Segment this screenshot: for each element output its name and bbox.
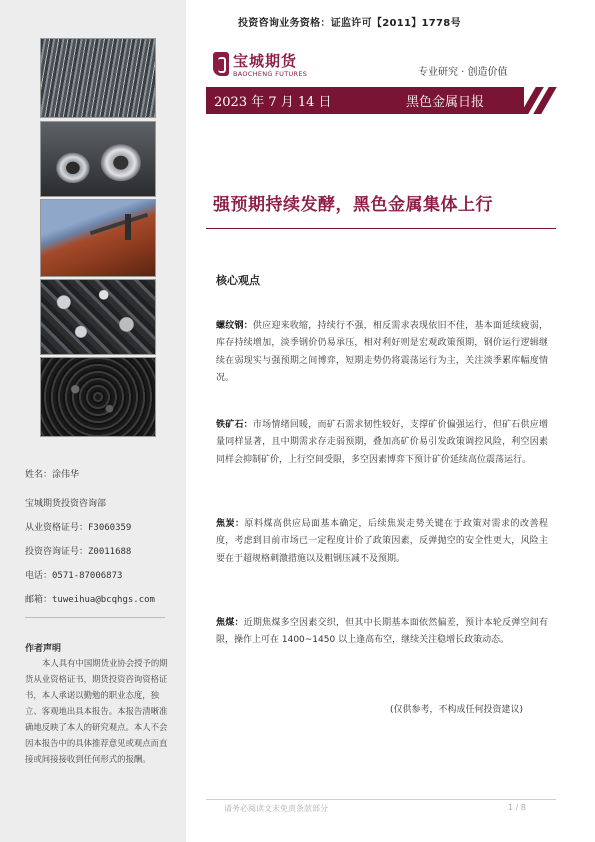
company-name-en: BAOCHENG FUTURES <box>233 70 308 78</box>
analyst-name: 姓名：涂伟华 <box>25 470 80 480</box>
practice-cert: 从业资格证号：F3060359 <box>25 523 132 533</box>
report-headline: 强预期持续发酵，黑色金属集体上行 <box>213 195 493 215</box>
author-statement: 本人具有中国期货业协会授予的期货从业资格证书，期货投资咨询资格证书，本人承诺以勤勉的职业态度，独立、客观地出具本报告。本报告清晰准确地反映了本人的研究观点。本人不会因本报告中的具体推荐意见或观点而直接或间接接收到任何形式的报酬。 <box>25 658 168 764</box>
headline-rule <box>206 228 556 229</box>
statement-title: 作者声明 <box>25 644 62 654</box>
footer-note: 请务必阅读文末免责条款部分 <box>224 804 328 813</box>
report-date: 2023 年 7 月 14 日 <box>214 95 332 110</box>
disclaimer: (仅供参考，不构成任何投资建议) <box>390 705 524 715</box>
analyst-phone: 电话：0571-87006873 <box>25 571 123 581</box>
rebar-photo <box>40 38 156 118</box>
section-rebar: 螺纹钢：供应迎来收缩，持续行不强，相反需求表现依旧不佳，基本面延续疲弱，库存持续增加，淡季钢价仍易承压，相对利好则是宏观政策预期，钢价运行逻辑继续在弱现实与强预期之间博弈，短期走势仍将震荡运行为主，关注淡季累库幅度情况。 <box>216 321 548 384</box>
license-line: 投资咨询业务资格：证监许可【2011】1778号 <box>238 18 461 29</box>
section-coking-coal: 焦煤：近期焦煤多空因素交织，但其中长期基本面依然偏差，预计本轮反弹空间有限，操作上可在 1400~1450 以上逢高布空，继续关注稳增长政策动态。 <box>216 618 548 646</box>
consult-cert: 投资咨询证号：Z0011688 <box>25 547 132 557</box>
page-number: 1 / 8 <box>508 803 526 812</box>
sidebar-divider <box>25 617 165 618</box>
sidebar <box>0 0 186 842</box>
analyst-dept: 宝城期货投资咨询部 <box>25 499 107 509</box>
section-label: 焦煤： <box>216 618 244 628</box>
footer-rule <box>206 799 556 800</box>
section-iron-ore: 铁矿石：市场情绪回暖，而矿石需求韧性较好，支撑矿价偏强运行，但矿石供应增量同样显著，且中期需求存走弱预期，叠加高矿价易引发政策调控风险，利空因素同样会抑制矿价，上行空间受限，多空因素博弈下预计矿价延续高位震荡运行。 <box>216 420 548 465</box>
section-label: 铁矿石： <box>216 420 253 430</box>
coke-photo <box>40 279 156 355</box>
slogan: 专业研究 · 创造价值 <box>418 67 508 78</box>
company-name: 宝城期货 <box>233 52 298 70</box>
iron-ore-port-photo <box>40 199 156 277</box>
core-view-title: 核心观点 <box>216 274 260 287</box>
steel-coil-photo <box>40 121 156 197</box>
section-coke: 焦炭：原料煤高供应局面基本确定，后续焦炭走势关键在于政策对需求的改善程度，考虑到目前市场已一定程度计价了政策因素，反弹抛空的安全性更大，风险主要在于超规格刺激措施以及粗钢压减不及预期。 <box>216 519 548 564</box>
analyst-email[interactable]: 邮箱：tuweihua@bcqhgs.com <box>25 595 155 605</box>
company-logo-icon <box>213 52 229 76</box>
coal-photo <box>40 357 156 437</box>
section-label: 螺纹钢： <box>216 321 253 331</box>
report-type: 黑色金属日报 <box>406 95 485 110</box>
section-label: 焦炭： <box>216 519 245 529</box>
